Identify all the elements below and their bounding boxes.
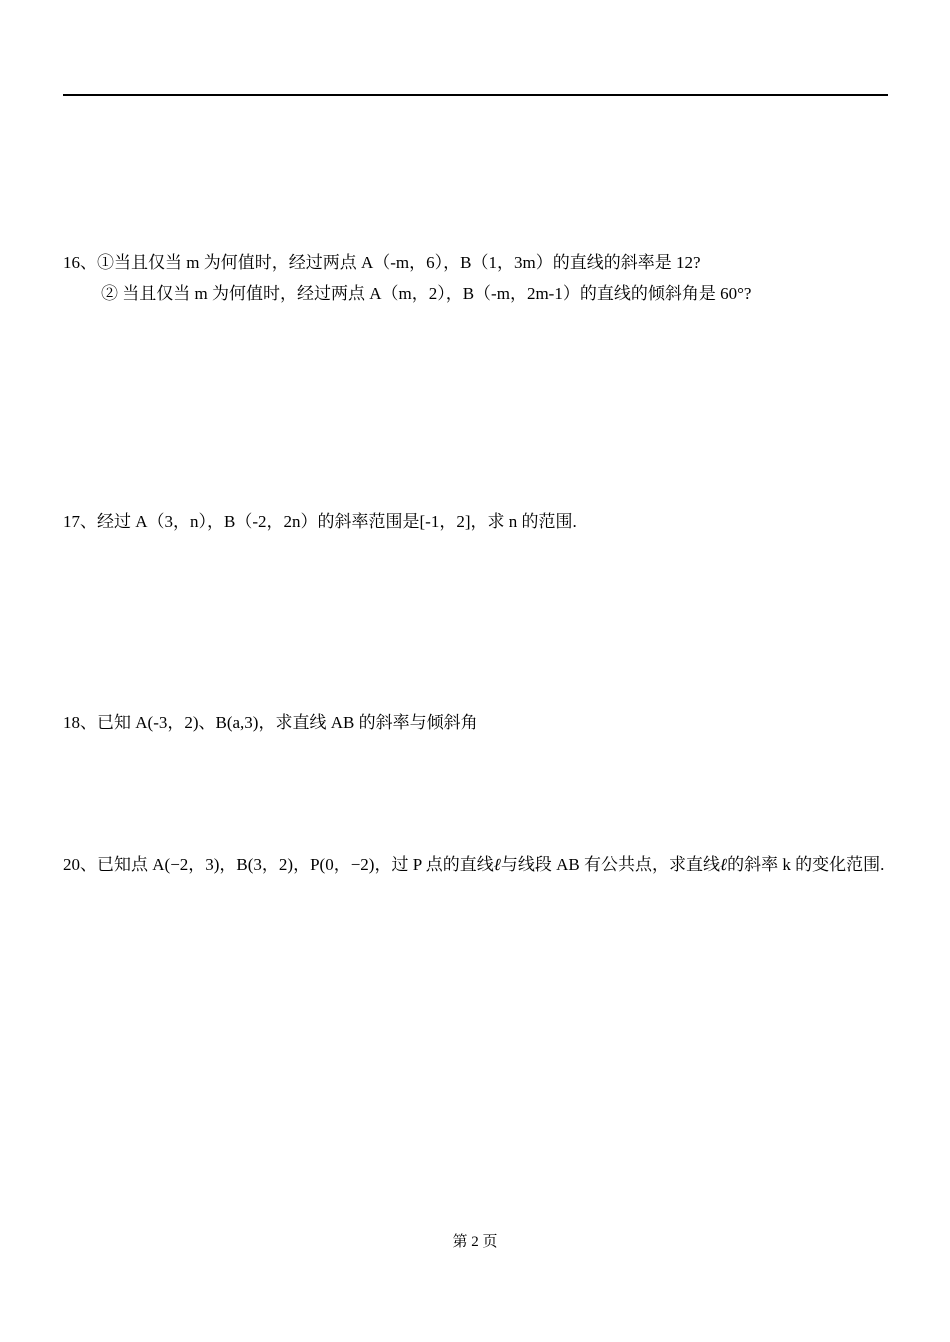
question-20 xyxy=(63,850,889,880)
page-number: 第 2 页 xyxy=(452,1234,498,1250)
question-20-text-a: 20、已知点 A(−2，3)，B(3，2)，P(0，−2)，过 P 点的直线 xyxy=(63,855,494,874)
question-18: 18、已知 A(-3，2)、B(a,3)，求直线 AB 的斜率与倾斜角 xyxy=(63,713,478,732)
question-16-part-1: 16、①当且仅当 m 为何值时，经过两点 A（-m，6），B（1，3m）的直线的斜率是 12? xyxy=(63,253,701,272)
question-16-part-2: ② 当且仅当 m 为何值时，经过两点 A（m，2），B（-m，2m-1）的直线的倾斜角是 60°? xyxy=(101,284,752,303)
question-20-text-c: 的斜率 k 的变化范围. xyxy=(727,855,885,874)
question-20-text-b: 与线段 AB 有公共点，求直线 xyxy=(500,855,721,874)
line-l-symbol-2: ℓ xyxy=(720,855,728,874)
line-l-symbol: ℓ xyxy=(493,855,501,874)
header-rule xyxy=(63,94,888,96)
question-17: 17、经过 A（3，n），B（-2，2n）的斜率范围是[-1，2]，求 n 的范围. xyxy=(63,512,577,531)
